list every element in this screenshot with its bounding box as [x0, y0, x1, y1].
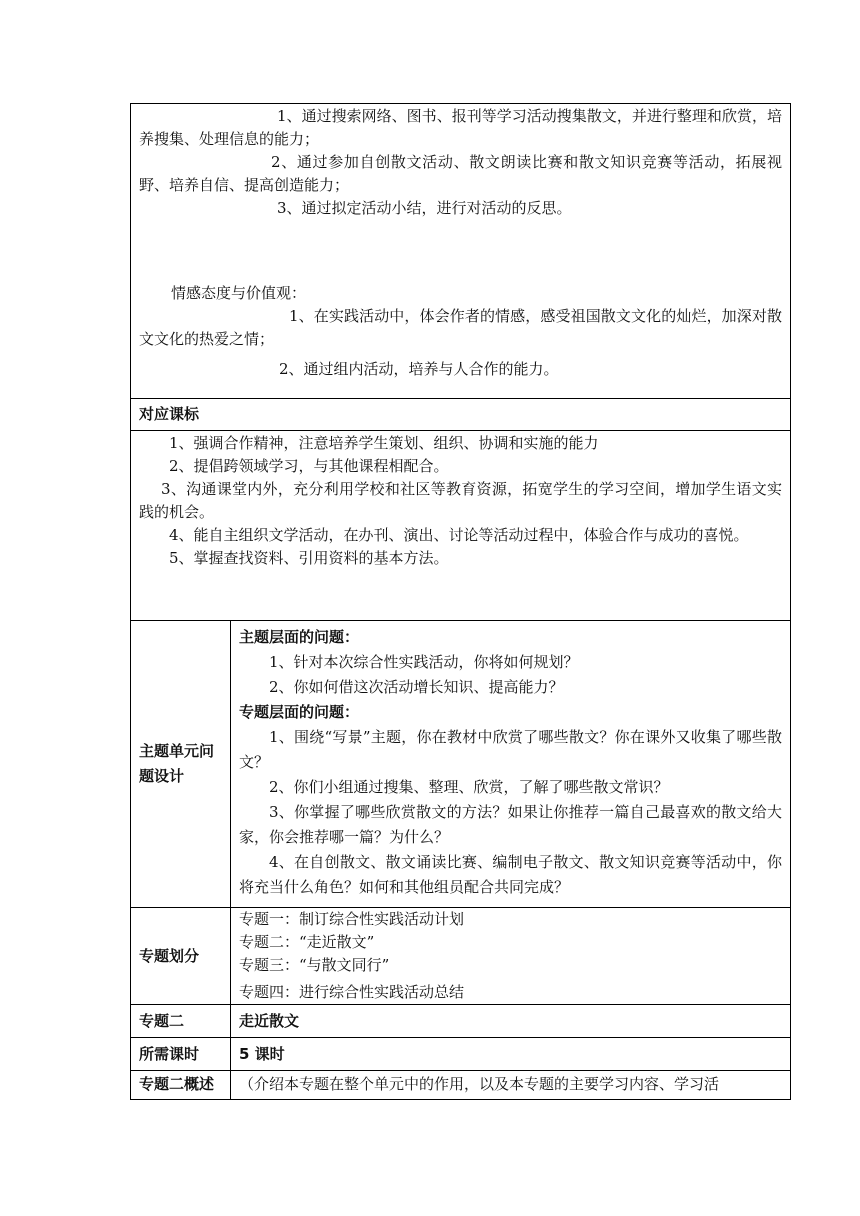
hours-value: 5 课时 [239, 1044, 285, 1063]
topic-two-label-cell [131, 1005, 231, 1038]
standard-item: 2、提倡跨领域学习，与其他课程相配合。 [169, 457, 449, 475]
standard-item: 1、强调合作精神，注意培养学生策划、组织、协调和实施的能力 [169, 434, 599, 452]
standards-row [131, 431, 791, 621]
ability-item: 2、通过参加自创散文活动、散文朗读比赛和散文知识竞赛等活动，拓展视野、培养自信、提高创造能力； [139, 153, 782, 194]
hours-value-cell [231, 1038, 791, 1071]
ability-item: 3、通过拟定活动小结，进行对活动的反思。 [277, 199, 572, 217]
ability-item: 1、通过搜索网络、图书、报刊等学习活动搜集散文，并进行整理和欣赏，培养搜集、处理信息的能力； [139, 107, 782, 148]
topic-question: 2、你们小组通过搜集、整理、欣赏，了解了哪些散文常识？ [269, 778, 669, 796]
question-design-label: 主题单元问题设计 [139, 742, 215, 785]
topic-two-label: 专题二 [139, 1011, 185, 1030]
topic-division-item: 专题一：制订综合性实践活动计划 [239, 910, 465, 928]
overview-row [131, 1071, 791, 1100]
overview-value-cell [231, 1071, 791, 1100]
overview-label-cell [131, 1071, 231, 1100]
objectives-cell [131, 104, 791, 399]
standard-item: 5、掌握查找资料、引用资料的基本方法。 [169, 549, 449, 567]
standards-header-cell [131, 399, 791, 431]
standards-header-row [131, 399, 791, 431]
topic-division-label: 专题划分 [139, 946, 200, 965]
topic-question: 4、在自创散文、散文诵读比赛、编制电子散文、散文知识竞赛等活动中，你将充当什么角色？如何和其他组员配合共同完成？ [239, 853, 782, 896]
topic-division-item: 专题三：“与散文同行” [239, 956, 390, 974]
standards-header: 对应课标 [139, 405, 200, 423]
topic-two-value-cell [231, 1005, 791, 1038]
theme-heading: 主题层面的问题： [239, 628, 360, 646]
topic-heading: 专题层面的问题： [239, 703, 360, 721]
hours-label: 所需课时 [139, 1044, 200, 1063]
emotion-item: 1、在实践活动中，体会作者的情感，感受祖国散文文化的灿烂，加深对散文文化的热爱之情； [139, 307, 782, 348]
topic-division-item: 专题四：进行综合性实践活动总结 [239, 983, 465, 1001]
topic-division-row [131, 908, 791, 1005]
topic-division-item: 专题二：“走近散文” [239, 933, 375, 951]
standard-item: 4、能自主组织文学活动，在办刊、演出、讨论等活动过程中，体验合作与成功的喜悦。 [169, 526, 749, 544]
objectives-row [131, 104, 791, 399]
overview-label: 专题二概述 [139, 1075, 215, 1093]
hours-label-cell [131, 1038, 231, 1071]
standards-cell [131, 431, 791, 621]
theme-question: 1、针对本次综合性实践活动，你将如何规划？ [269, 653, 579, 671]
topic-question: 1、围绕“写景”主题，你在教材中欣赏了哪些散文？你在课外又收集了哪些散文？ [239, 728, 782, 771]
overview-value: （介绍本专题在整个单元中的作用，以及本专题的主要学习内容、学习活 [239, 1075, 720, 1093]
topic-two-row [131, 1005, 791, 1038]
standard-item: 3、沟通课堂内外，充分利用学校和社区等教育资源，拓宽学生的学习空间，增加学生语文实践的机会。 [139, 480, 782, 521]
question-design-body [231, 621, 791, 908]
topic-question: 3、你掌握了哪些欣赏散文的方法？如果让你推荐一篇自己最喜欢的散文给大家，你会推荐哪一篇？为什么？ [239, 803, 782, 846]
topic-division-label-cell [131, 908, 231, 1005]
hours-row [131, 1038, 791, 1071]
theme-question: 2、你如何借这次活动增长知识、提高能力？ [269, 678, 564, 696]
question-design-row [131, 621, 791, 908]
lesson-plan-table [130, 103, 791, 1100]
emotion-item: 2、通过组内活动，培养与人合作的能力。 [279, 360, 559, 378]
emotion-title: 情感态度与价值观： [171, 284, 307, 302]
topic-two-value: 走近散文 [239, 1011, 300, 1030]
question-design-label-cell [131, 621, 231, 908]
topic-division-body [231, 908, 791, 1005]
